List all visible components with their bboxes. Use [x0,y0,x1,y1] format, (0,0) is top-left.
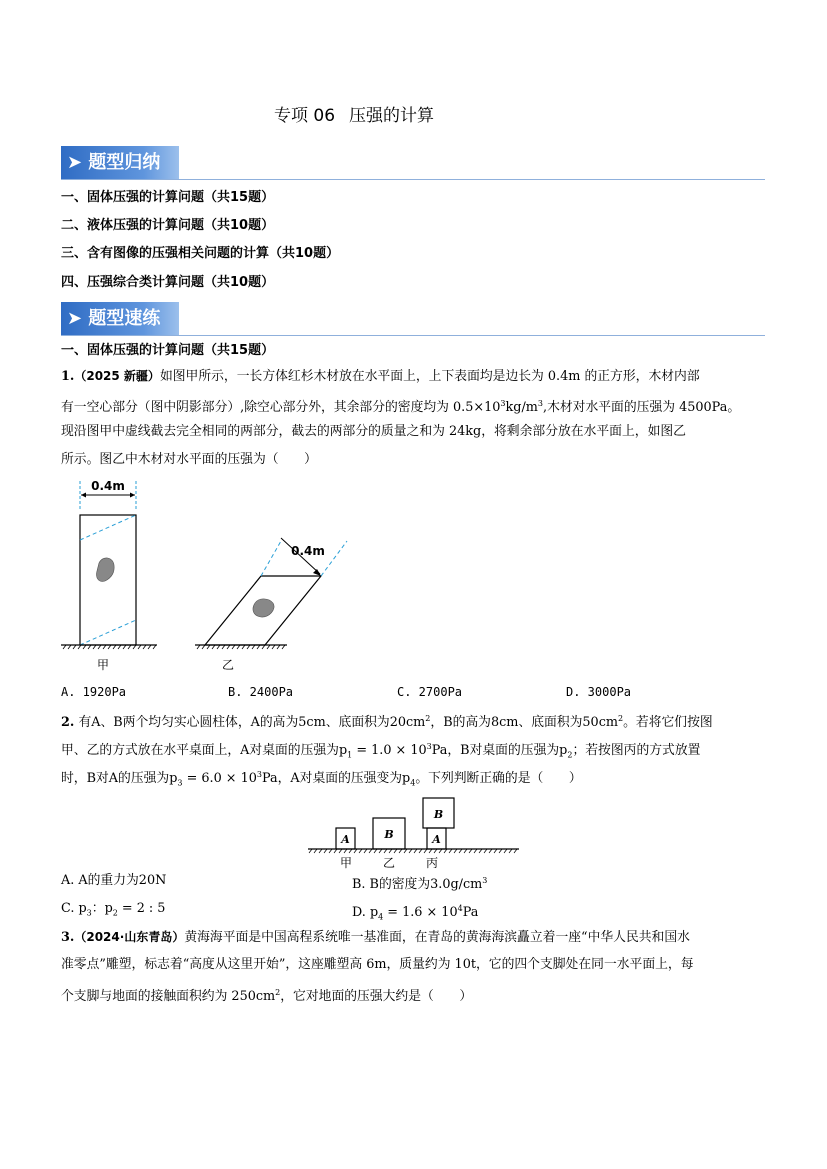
q2-number: 2. [61,715,75,730]
q1-source: （2025 新疆） [74,369,160,383]
page-title [274,101,434,126]
q1-line2-a: 有一空心部分（图中阴影部分）,除空心部分外，其余部分的密度均为 0.5×10 [61,400,501,415]
q1-option-d: D. 3000Pa [566,685,632,699]
practice-banner-label: ➤ 题型速练 [61,302,179,335]
q1-line1-text: 如图甲所示，一长方体红杉木材放在水平面上，上下表面均是边长为 0.4m 的正方形，木材内部 [159,369,700,384]
q3-line-1 [61,923,690,952]
figure-yi [195,538,347,672]
section-heading: 一、固体压强的计算问题（共15题） [61,343,275,358]
q3-number: 3. [61,930,75,945]
q2-line-1: 2. 有A、B两个均匀实心圆柱体，A的高为5cm、底面积为$20cm^2$，B的高为8cm、底面积为$50cm^2$。若将它们按图 [61,714,713,730]
summary-item-3: 三、含有图像的压强相关问题的计算（共10题） [61,246,340,261]
q2-fig-b2: B [433,808,444,821]
q2-option-d-b: = 1.6 × 10 [383,905,458,920]
q3-line1-text: 黄海海平面是中国高程系统唯一基准面，在青岛的黄海海滨矗立着一座“中华人民共和国水 [184,930,690,945]
q2-option-c-b: ：p [91,901,113,916]
q2-line3-c: Pa，A对桌面的压强变为p [261,771,411,786]
q1-line2-b: kg/m [505,400,538,415]
q2-line1-b: ，B的高为8cm、底面积为50cm [430,715,618,730]
q2-option-d: D. $p_4 = 1.6 \times 10^4Pa$ [352,904,479,922]
q1-line-1 [61,362,700,391]
q1-line2-sup: 3 [500,399,506,408]
q1-line2-c: ,木材对水平面的压强为 4500Pa。 [543,400,741,415]
q3-line-2: 准零点”雕塑，标志着“高度从这里开始”，这座雕塑高 6m，质量约为 10t，它的四个支脚处在同一水平面上，每 [61,957,694,972]
q1-line-4: 所示。图乙中木材对水平面的压强为（ ） [61,452,317,467]
q1-line-3: 现沿图甲中虚线截去完全相同的两部分，截去的两部分的质量之和为 24kg，将剩余部分放在水平面上，如图乙 [61,424,686,439]
practice-banner [61,302,765,336]
q2-fig-a1: A [341,833,350,846]
q2-option-c-c: = 2 : 5 [117,901,166,916]
q2-option-b-text: B. B的密度为3.0g/cm [352,877,483,892]
q1-option-a: A. 1920Pa [61,685,127,699]
title-prefix: 专项 06 [274,106,336,126]
q2-option-d-a: D. p [352,905,379,920]
q2-option-c-a: C. p [61,901,87,916]
q2-fig-label-yi: 乙 [382,856,396,870]
q1-dim-a: 0.4m [91,479,125,493]
figure-jia [61,479,157,672]
q2-option-a: A. A的重力为20N [61,873,167,888]
q3-line-3: 个支脚与地面的接触面积约为 $250cm^2$，它对地面的压强大约是（ ） [61,988,473,1004]
summary-item-2: 二、液体压强的计算问题（共10题） [61,218,275,233]
q2-line2-a: 甲、乙的方式放在水平桌面上，A对桌面的压强为p [61,743,348,758]
q1-label-yi: 乙 [221,658,235,672]
q2-fig-b1: B [384,828,394,841]
q2-fig-label-bing: 丙 [425,856,439,870]
q1-dim-b: 0.4m [291,544,325,558]
q1-option-b: B. 2400Pa [228,685,294,699]
q1-option-c: C. 2700Pa [397,685,463,699]
q2-line2-d: ；若按图丙的方式放置 [572,743,701,758]
q2-fig-a2: A [432,833,441,846]
q2-line-3: 时，B对A的压强为$p_3 = 6.0 \times 10^3Pa$，A对桌面的压强变为$p_4$。下列判断正确的是（ ） [61,770,582,788]
q2-line3-d: 。下列判断正确的是（ ） [415,771,582,786]
q2-line3-a: 时，B对A的压强为p [61,771,178,786]
summary-banner-label: ➤ 题型归纳 [61,146,179,179]
q3-source: （2024·山东青岛） [74,930,185,944]
q2-line1-c: 。若将它们按图 [623,715,713,730]
q2-line2-c: Pa，B对桌面的压强为p [431,743,568,758]
q3-line3-b: ，它对地面的压强大约是（ ） [280,989,473,1004]
q1-line2-sup2: 3 [537,399,543,408]
q2-line2-b: = 1.0 × 10 [352,743,427,758]
q2-option-c: C. $p_3$：$p_2 = 2$ : 5 [61,901,166,918]
q2-fig-label-jia: 甲 [339,856,353,870]
q2-option-b: B. B的密度为$3.0g/cm^3$ [352,876,488,892]
q1-label-jia: 甲 [96,658,110,672]
q2-option-d-c: Pa [462,905,479,920]
q2-line1-a: 有A、B两个均匀实心圆柱体，A的高为5cm、底面积为20cm [78,715,426,730]
summary-item-4: 四、压强综合类计算问题（共10题） [61,275,275,290]
summary-item-1: 一、固体压强的计算问题（共15题） [61,190,275,205]
q1-number: 1. [61,369,75,384]
q2-line-2: 甲、乙的方式放在水平桌面上，A对桌面的压强为$p_1 = 1.0 \times 10^3Pa$，B对桌面的压强为$p_2$；若按图丙的方式放置 [61,742,701,760]
summary-banner [61,146,765,180]
q2-line3-b: = 6.0 × 10 [182,771,257,786]
q3-line3-a: 个支脚与地面的接触面积约为 250cm [61,989,276,1004]
title-text: 压强的计算 [349,106,435,126]
q1-figure [55,475,355,675]
q2-figure [305,793,523,873]
